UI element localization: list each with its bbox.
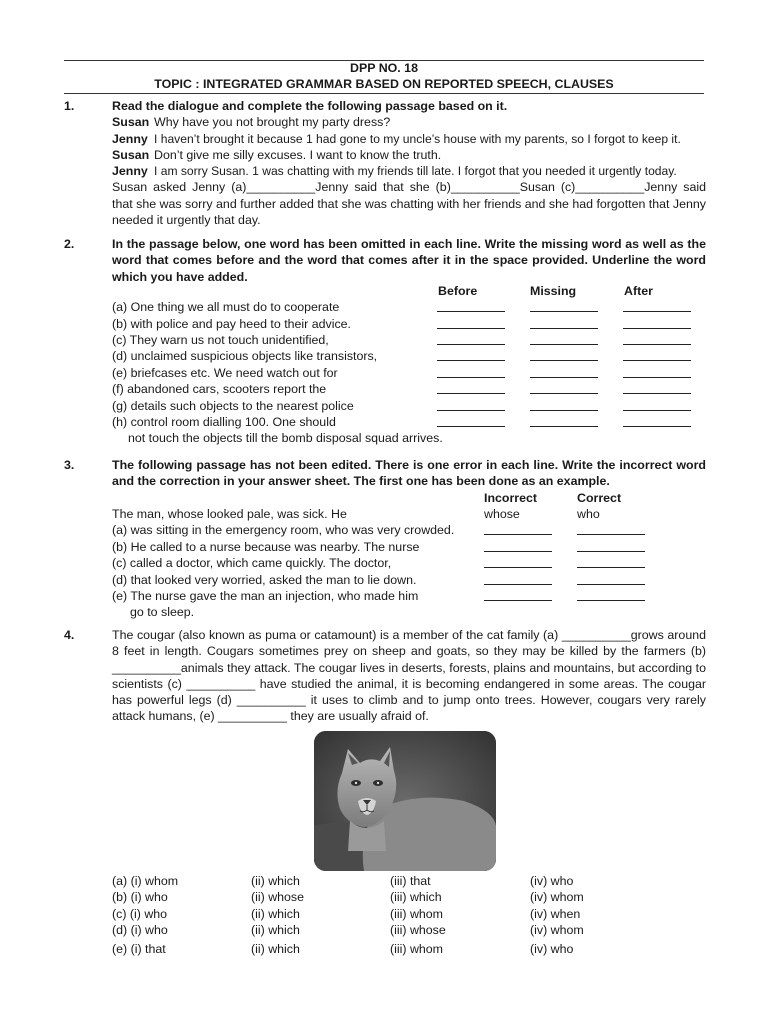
answer-blank[interactable]	[437, 377, 505, 378]
option[interactable]: (ii) which	[251, 942, 300, 957]
question-4	[64, 627, 706, 727]
speaker: Susan	[112, 147, 150, 162]
answer-blank[interactable]	[437, 393, 505, 394]
option[interactable]: (iv) whom	[530, 922, 584, 937]
answer-blank[interactable]	[623, 393, 691, 394]
line-text: (b) He called to a nurse because was nearby. The nurse	[112, 539, 420, 554]
line-text: The man, whose looked pale, was sick. He	[112, 506, 347, 521]
dialogue-line	[112, 131, 706, 147]
dialogue-line	[112, 163, 706, 179]
line-text: (b) with police and pay heed to their advice.	[112, 316, 352, 331]
passage-line	[112, 588, 706, 604]
question-number: 1.	[64, 99, 75, 113]
option[interactable]: (iii) whom	[390, 942, 444, 957]
passage-line	[112, 348, 706, 364]
answer-blank[interactable]	[437, 360, 505, 361]
passage-line-last	[112, 604, 706, 620]
option-row	[112, 873, 592, 889]
answer-blank[interactable]	[623, 311, 691, 312]
question-instruction: The following passage has not been edited. There is one error in each line. Write the incorrect word and the correction in your answer sheet. The first one has been done as an example.	[112, 458, 706, 489]
passage-line	[112, 332, 706, 348]
cougar-photo	[314, 731, 496, 871]
answer-blank[interactable]	[437, 410, 505, 411]
option[interactable]: (b) (i) who	[112, 890, 168, 905]
answer-blank[interactable]	[623, 344, 691, 345]
passage-line	[112, 555, 706, 571]
option[interactable]: (iv) when	[530, 906, 581, 921]
column-incorrect: Incorrect	[484, 490, 538, 505]
answer-blank[interactable]	[623, 410, 691, 411]
header-rule-bottom	[64, 93, 704, 94]
cougar-image	[314, 731, 496, 871]
option[interactable]: (ii) which	[251, 922, 300, 937]
option-row	[112, 922, 592, 938]
passage-line-last	[112, 430, 706, 446]
example-incorrect: whose	[484, 506, 520, 521]
question-body	[112, 98, 706, 228]
column-before: Before	[438, 283, 478, 298]
passage-line	[112, 414, 706, 430]
question-instruction: Read the dialogue and complete the following passage based on it.	[112, 99, 508, 113]
answer-blank[interactable]	[437, 426, 505, 427]
answer-blank[interactable]	[530, 344, 598, 345]
question-number: 4.	[64, 628, 75, 642]
option[interactable]: (ii) whose	[251, 890, 305, 905]
option[interactable]: (a) (i) whom	[112, 874, 179, 888]
speaker: Jenny	[112, 164, 148, 179]
option[interactable]: (iv) who	[530, 942, 574, 957]
answer-blank[interactable]	[577, 534, 645, 535]
option[interactable]: (ii) which	[251, 874, 300, 888]
line-text: (c) They warn us not touch unidentified,	[112, 333, 329, 348]
line-text: (h) control room dialling 100. One should	[112, 415, 336, 430]
question-instruction: In the passage below, one word has been omitted in each line. Write the missing word as well as the word that comes before and the word that comes after it in the space provided. Underline the word which you have added.	[112, 237, 706, 284]
answer-options	[112, 873, 592, 957]
option[interactable]: (e) (i) that	[112, 942, 166, 957]
passage-line	[112, 572, 706, 588]
speaker: Susan	[112, 115, 150, 130]
passage-line	[112, 365, 706, 381]
passage-line	[112, 398, 706, 414]
dialogue-text: Don’t give me silly excuses. I want to know the truth.	[154, 147, 442, 162]
line-text: (e) briefcases etc. We need watch out for	[112, 365, 338, 380]
dpp-number: DPP NO. 18	[350, 61, 418, 75]
question-number: 3.	[64, 458, 75, 472]
cloze-passage: The cougar (also known as puma or catamount) is a member of the cat family (a) __________grows around 8 feet in length. Cougars sometimes prey on sheep and goats, so they may be killed by the farmers (b) __________animals they attack. The cougar lives in deserts, forests, plains and mountains, but according to scientists (c) __________ have studied the animal, it is becoming endangered in some areas. The cougar has powerful legs (d) __________ it uses to climb and to jump onto trees. However, cougars very rarely attack humans, (e) __________ they are usually afraid of.	[112, 628, 706, 724]
answer-blank[interactable]	[623, 426, 691, 427]
answer-blank[interactable]	[530, 360, 598, 361]
passage-line	[112, 316, 706, 332]
question-1	[64, 98, 706, 228]
column-missing: Missing	[530, 283, 577, 298]
line-text: (g) details such objects to the nearest police	[112, 398, 354, 413]
option[interactable]: (c) (i) who	[112, 906, 168, 921]
option[interactable]: (ii) which	[251, 906, 300, 921]
answer-blank[interactable]	[530, 393, 598, 394]
column-correct: Correct	[577, 490, 622, 505]
option-row	[112, 941, 592, 957]
question-number: 2.	[64, 237, 75, 251]
answer-blank[interactable]	[437, 328, 505, 329]
option[interactable]: (iv) whom	[530, 890, 584, 905]
line-text: (f) abandoned cars, scooters report the	[112, 382, 327, 397]
line-text: (d) unclaimed suspicious objects like transistors,	[112, 349, 378, 364]
passage-line	[112, 522, 706, 538]
option[interactable]: (iii) which	[390, 890, 442, 905]
column-headers	[112, 490, 706, 506]
option[interactable]: (d) (i) who	[112, 922, 168, 937]
option[interactable]: (iii) whose	[390, 922, 446, 937]
option-row	[112, 906, 592, 922]
dialogue-text: I am sorry Susan. 1 was chatting with my friends till late. I forgot that you needed it urgently today.	[154, 164, 677, 179]
passage-line	[112, 539, 706, 555]
question-2	[64, 236, 706, 450]
answer-blank[interactable]	[623, 360, 691, 361]
topic-title: TOPIC : INTEGRATED GRAMMAR BASED ON REPORTED SPEECH, CLAUSES	[154, 77, 614, 91]
column-after: After	[624, 283, 653, 298]
line-text: (a) One thing we all must do to cooperate	[112, 300, 340, 315]
question-3	[64, 457, 706, 623]
question-body	[112, 627, 706, 725]
answer-blank[interactable]	[437, 311, 505, 312]
answer-blank[interactable]	[484, 584, 552, 585]
passage-line	[112, 381, 706, 397]
answer-blank[interactable]	[437, 344, 505, 345]
answer-blank[interactable]	[623, 328, 691, 329]
dialogue-line	[112, 114, 706, 130]
answer-blank[interactable]	[577, 600, 645, 601]
answer-blank[interactable]	[530, 410, 598, 411]
answer-blank[interactable]	[530, 311, 598, 312]
line-text: (e) The nurse gave the man an injection, who made him	[112, 588, 419, 603]
question-body	[112, 236, 706, 447]
answer-blank[interactable]	[530, 377, 598, 378]
speaker: Jenny	[112, 131, 148, 146]
line-text: (c) called a doctor, which came quickly. The doctor,	[112, 556, 392, 571]
passage-line	[112, 299, 706, 315]
line-text: not touch the objects till the bomb disposal squad arrives.	[128, 431, 443, 446]
answer-blank[interactable]	[484, 534, 552, 535]
answer-blank[interactable]	[577, 551, 645, 552]
answer-blank[interactable]	[484, 551, 552, 552]
answer-blank[interactable]	[530, 328, 598, 329]
line-text: go to sleep.	[130, 605, 195, 620]
example-line	[112, 506, 706, 522]
completion-passage: Susan asked Jenny (a)__________Jenny said that she (b)__________Susan (c)__________Jenny said that she was sorry and further added that she was chatting with her friends and she had forgotten that Jenny needed it urgently that day.	[112, 180, 706, 228]
question-body	[112, 457, 706, 621]
example-correct: who	[577, 506, 600, 521]
answer-blank[interactable]	[577, 584, 645, 585]
dialogue-text: Why have you not brought my party dress?	[154, 115, 391, 130]
answer-blank[interactable]	[623, 377, 691, 378]
option[interactable]: (iv) who	[530, 874, 574, 888]
option[interactable]: (iii) whom	[390, 906, 444, 921]
line-text: (a) was sitting in the emergency room, who was very crowded.	[112, 523, 455, 538]
answer-blank[interactable]	[484, 600, 552, 601]
option-row	[112, 889, 592, 905]
column-headers	[112, 283, 706, 299]
answer-blank[interactable]	[484, 567, 552, 568]
answer-blank[interactable]	[530, 426, 598, 427]
dialogue-line	[112, 147, 706, 163]
dialogue-text: I haven’t brought it because 1 had gone to my uncle’s house with my parents, so I forgot to keep it.	[154, 131, 681, 146]
answer-blank[interactable]	[577, 567, 645, 568]
line-text: (d) that looked very worried, asked the man to lie down.	[112, 572, 417, 587]
option[interactable]: (iii) that	[390, 874, 431, 888]
